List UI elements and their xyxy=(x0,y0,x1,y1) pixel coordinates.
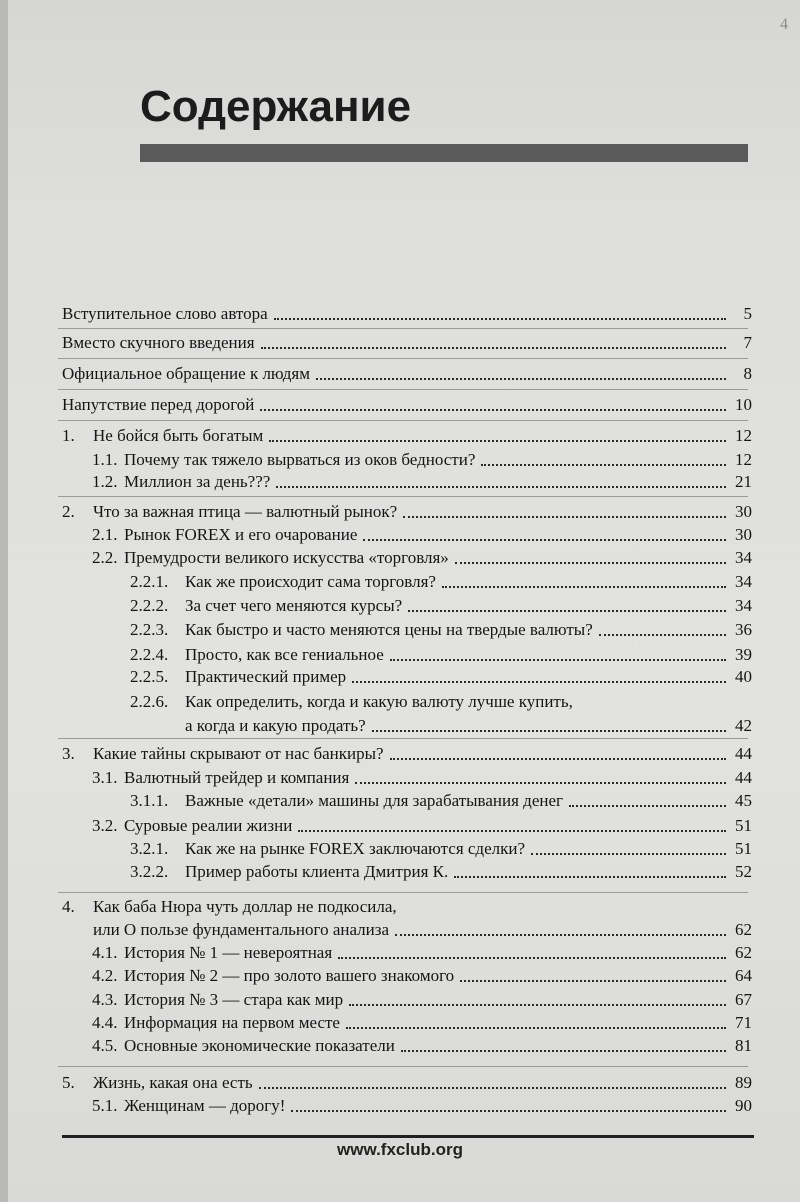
dot-leader xyxy=(363,539,726,541)
dot-leader xyxy=(349,1004,726,1006)
toc-entry xyxy=(124,766,752,790)
footer-url: www.fxclub.org xyxy=(337,1140,463,1159)
dot-leader xyxy=(481,464,726,466)
toc-entry-number: 2.1. xyxy=(92,525,118,544)
toc-page-number: 30 xyxy=(735,525,752,544)
dot-leader xyxy=(316,378,726,380)
toc-page-number: 44 xyxy=(735,768,752,787)
toc-entry-label: Миллион за день??? xyxy=(124,472,271,491)
toc-entry xyxy=(124,1011,752,1035)
toc-page-number: 8 xyxy=(743,364,752,383)
toc-entry xyxy=(62,362,752,386)
toc-entry xyxy=(185,594,752,618)
dot-leader xyxy=(355,782,726,784)
toc-entry-number: 4.3. xyxy=(92,990,118,1009)
toc-page-number: 44 xyxy=(735,744,752,763)
toc-page-number: 45 xyxy=(735,791,752,810)
running-page-number: 4 xyxy=(780,16,788,33)
toc-page-number: 34 xyxy=(735,596,752,615)
toc-entry-number: 3.1.1. xyxy=(130,791,169,810)
toc-separator xyxy=(58,389,748,390)
toc-entry-label: Рынок FOREX и его очарование xyxy=(124,525,358,544)
toc-entry xyxy=(93,742,752,766)
toc-separator xyxy=(58,358,748,359)
toc-entry-number: 3.2. xyxy=(92,816,118,835)
toc-page-number: 39 xyxy=(735,645,752,664)
toc-entry-number: 4.1. xyxy=(92,943,118,962)
toc-entry-number: 3.2.1. xyxy=(130,839,169,858)
toc-entry xyxy=(185,570,752,594)
footer-rule xyxy=(62,1135,754,1138)
toc-entry-label: Напутствие перед дорогой xyxy=(62,395,255,414)
toc-separator xyxy=(58,892,748,893)
toc-entry-label: Просто, как все гениальное xyxy=(185,645,384,664)
toc-entry-label: Официальное обращение к людям xyxy=(62,364,310,383)
toc-entry-number: 4.4. xyxy=(92,1013,118,1032)
toc-entry xyxy=(124,941,752,965)
toc-entry-label: Какие тайны скрывают от нас банкиры? xyxy=(93,744,384,763)
toc-page-number: 36 xyxy=(735,620,752,639)
dot-leader xyxy=(390,758,726,760)
toc-entry-number: 3.2.2. xyxy=(130,862,169,881)
toc-entry-number: 3.1. xyxy=(92,768,118,787)
toc-entry-label: Важные «детали» машины для зарабатывания денег xyxy=(185,791,563,810)
toc-page-number: 62 xyxy=(735,943,752,962)
toc-entry-label: Премудрости великого искусства «торговля» xyxy=(124,548,449,567)
toc-entry-label: Пример работы клиента Дмитрия К. xyxy=(185,862,449,881)
toc-entry-label: История № 3 — стара как мир xyxy=(124,990,344,1009)
toc-entry-label: а когда и какую продать? xyxy=(185,716,366,735)
toc-entry xyxy=(62,393,752,417)
toc-page-number: 67 xyxy=(735,990,752,1009)
toc-entry-label: Жизнь, какая она есть xyxy=(93,1073,253,1092)
toc-entry-label: Не бойся быть богатым xyxy=(93,426,264,445)
toc-entry-label: Как же на рынке FOREX заключаются сделки? xyxy=(185,839,526,858)
toc-page-number: 52 xyxy=(735,862,752,881)
toc-entry-number: 4.2. xyxy=(92,966,118,985)
dot-leader xyxy=(442,586,726,588)
toc-entry-number: 2.2.2. xyxy=(130,596,169,615)
dot-leader xyxy=(291,1110,726,1112)
toc-entry-number: 1. xyxy=(62,426,75,445)
toc-entry-label: Что за важная птица — валютный рынок? xyxy=(93,502,398,521)
toc-entry-label: Как определить, когда и какую валюту лучше купить, xyxy=(185,692,573,711)
toc-entry-label: Как же происходит сама торговля? xyxy=(185,572,436,591)
dot-leader xyxy=(599,634,726,636)
dot-leader xyxy=(569,805,726,807)
toc-entry-number: 4. xyxy=(62,897,75,916)
toc-entry xyxy=(124,1034,752,1058)
toc-entry-number: 2.2.3. xyxy=(130,620,169,639)
dot-leader xyxy=(276,486,726,488)
toc-entry-label: Информация на первом месте xyxy=(124,1013,340,1032)
toc-page-number: 12 xyxy=(735,426,752,445)
toc-entry-label: Вместо скучного введения xyxy=(62,333,255,352)
toc-entry xyxy=(124,448,752,472)
toc-entry-label: За счет чего меняются курсы? xyxy=(185,596,403,615)
toc-page-number: 89 xyxy=(735,1073,752,1092)
toc-page-number: 12 xyxy=(735,450,752,469)
toc-entry-number: 4.5. xyxy=(92,1036,118,1055)
toc-entry-label: Вступительное слово автора xyxy=(62,304,268,323)
toc-entry xyxy=(124,546,752,570)
dot-leader xyxy=(395,934,726,936)
toc-page-number: 90 xyxy=(735,1096,752,1115)
dot-leader xyxy=(460,980,726,982)
toc-separator xyxy=(58,1066,748,1067)
toc-entry-number: 3. xyxy=(62,744,75,763)
toc-entry-label: История № 1 — невероятная xyxy=(124,943,333,962)
toc-entry xyxy=(93,500,752,524)
title-underline-bar xyxy=(140,144,748,162)
toc-page-number: 30 xyxy=(735,502,752,521)
toc-entry xyxy=(185,860,752,884)
toc-entry-number: 2.2.5. xyxy=(130,667,169,686)
dot-leader xyxy=(338,957,726,959)
toc-page-number: 71 xyxy=(735,1013,752,1032)
dot-leader xyxy=(401,1050,726,1052)
toc-entry xyxy=(62,302,752,326)
toc-entry xyxy=(93,918,752,942)
toc-entry xyxy=(124,1094,752,1118)
dot-leader xyxy=(260,409,726,411)
toc-page-number: 42 xyxy=(735,716,752,735)
dot-leader xyxy=(259,1087,726,1089)
toc-entry-number: 2.2. xyxy=(92,548,118,567)
toc-entry-label: Почему так тяжело вырваться из оков бедности? xyxy=(124,450,476,469)
dot-leader xyxy=(455,562,726,564)
toc-page-number: 64 xyxy=(735,966,752,985)
toc-entry-label: Валютный трейдер и компания xyxy=(124,768,350,787)
dot-leader xyxy=(531,853,726,855)
page-title: Содержание xyxy=(140,82,412,131)
toc-page-number: 7 xyxy=(743,333,752,352)
toc-separator xyxy=(58,496,748,497)
toc-entry xyxy=(93,424,752,448)
toc-entry xyxy=(124,964,752,988)
toc-entry xyxy=(124,470,752,494)
toc-entry-label: Практический пример xyxy=(185,667,347,686)
dot-leader xyxy=(261,347,726,349)
toc-page-number: 5 xyxy=(743,304,752,323)
dot-leader xyxy=(352,681,726,683)
toc-entry-number: 1.2. xyxy=(92,472,118,491)
dot-leader xyxy=(298,830,726,832)
toc-entry xyxy=(124,523,752,547)
toc-entry xyxy=(185,665,752,689)
toc-page-number: 40 xyxy=(735,667,752,686)
toc-entry-number: 5. xyxy=(62,1073,75,1092)
toc-separator xyxy=(58,420,748,421)
toc-separator xyxy=(58,328,748,329)
toc-entry-label: История № 2 — про золото вашего знакомого xyxy=(124,966,455,985)
toc-entry-number: 2.2.1. xyxy=(130,572,169,591)
toc-page-number: 51 xyxy=(735,839,752,858)
dot-leader xyxy=(403,516,726,518)
toc-entry-label: или О пользе фундаментального анализа xyxy=(93,920,390,939)
dot-leader xyxy=(372,730,726,732)
dot-leader xyxy=(346,1027,726,1029)
toc-entry-number: 2.2.4. xyxy=(130,645,169,664)
toc-page-number: 62 xyxy=(735,920,752,939)
dot-leader xyxy=(269,440,726,442)
toc-page-number: 10 xyxy=(735,395,752,414)
toc-entry-label: Как баба Нюра чуть доллар не подкосила, xyxy=(93,897,397,916)
toc-entry-number: 5.1. xyxy=(92,1096,118,1115)
toc-entry xyxy=(185,643,752,667)
toc-entry-number: 2.2.6. xyxy=(130,692,169,711)
toc-entry xyxy=(185,714,752,738)
dot-leader xyxy=(274,318,726,320)
toc-page-number: 34 xyxy=(735,572,752,591)
toc-separator xyxy=(58,738,748,739)
toc-entry-label: Основные экономические показатели xyxy=(124,1036,395,1055)
toc-entry xyxy=(124,988,752,1012)
toc-entry xyxy=(124,814,752,838)
dot-leader xyxy=(408,610,726,612)
dot-leader xyxy=(390,659,726,661)
toc-entry-label: Суровые реалии жизни xyxy=(124,816,293,835)
toc-entry xyxy=(93,1071,752,1095)
toc-page-number: 51 xyxy=(735,816,752,835)
toc-entry-number: 2. xyxy=(62,502,75,521)
toc-entry-label: Как быстро и часто меняются цены на твердые валюты? xyxy=(185,620,593,639)
toc-entry xyxy=(185,618,752,642)
toc-entry-label: Женщинам — дорогу! xyxy=(124,1096,286,1115)
toc-entry xyxy=(185,789,752,813)
toc-entry-number: 1.1. xyxy=(92,450,118,469)
toc-page-number: 34 xyxy=(735,548,752,567)
toc-entry xyxy=(62,331,752,355)
toc-page-number: 81 xyxy=(735,1036,752,1055)
dot-leader xyxy=(454,876,726,878)
toc-entry xyxy=(185,837,752,861)
toc-page-number: 21 xyxy=(735,472,752,491)
